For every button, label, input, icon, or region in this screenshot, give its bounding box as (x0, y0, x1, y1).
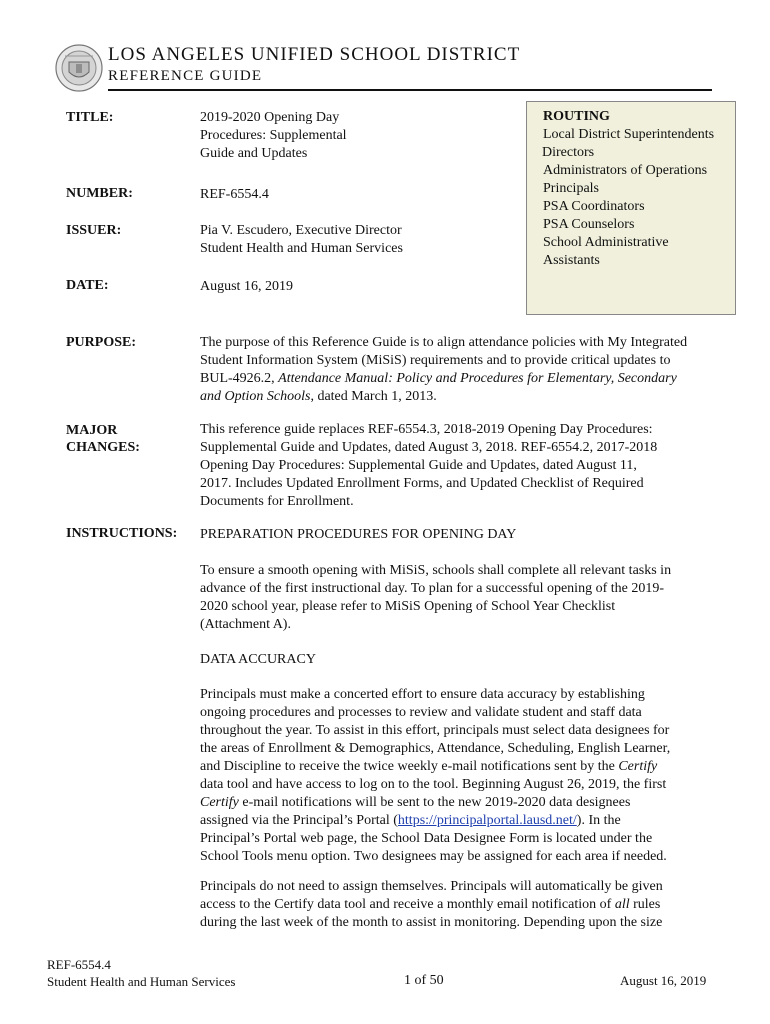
instructions-intro (200, 562, 720, 634)
footer-date: August 16, 2019 (620, 973, 707, 988)
routing-item: Directors (542, 145, 595, 160)
title-line: Guide and Updates (200, 146, 308, 161)
issuer-line: Pia V. Escudero, Executive Director (200, 223, 402, 238)
data-accuracy-heading: DATA ACCURACY (200, 652, 316, 667)
major-changes-label (66, 423, 140, 456)
footer-doc-number: REF-6554.4 (47, 957, 111, 972)
routing-item: PSA Coordinators (543, 199, 645, 214)
major-changes-line: Opening Day Procedures: Supplemental Guide and Updates, dated August 11, (200, 458, 637, 473)
routing-box (526, 101, 736, 315)
purpose-text (200, 334, 720, 406)
intro-line: 2020 school year, please refer to MiSiS Opening of School Year Checklist (200, 599, 616, 614)
routing-item: Principals (543, 181, 599, 196)
purpose-line-text: , dated March 1, 2013. (310, 389, 437, 404)
da-line (200, 812, 720, 830)
major-changes-line: 2017. Includes Updated Enrollment Forms, and Updated Checklist of Required (200, 476, 644, 491)
district-name: LOS ANGELES UNIFIED SCHOOL DISTRICT (108, 44, 521, 65)
routing-item: PSA Counselors (543, 217, 635, 232)
routing-heading: ROUTING (543, 109, 610, 124)
document-type: REFERENCE GUIDE (108, 68, 263, 84)
data-accuracy-text (200, 686, 720, 866)
da-line: School Tools menu option. Two designees may be assigned for each area if needed. (200, 849, 667, 864)
da-line: Principal’s Portal web page, the School Data Designee Form is located under the (200, 831, 653, 846)
issuer-line: Student Health and Human Services (200, 241, 403, 256)
purpose-line: The purpose of this Reference Guide is to align attendance policies with My Integrated (200, 335, 688, 350)
number-value: REF-6554.4 (200, 187, 269, 202)
instructions-heading: PREPARATION PROCEDURES FOR OPENING DAY (200, 527, 517, 542)
da-line: ongoing procedures and processes to review and validate student and staff data (200, 705, 642, 720)
number-label: NUMBER: (66, 186, 133, 201)
intro-line: To ensure a smooth opening with MiSiS, schools shall complete all relevant tasks in (200, 563, 672, 578)
routing-item: Administrators of Operations (543, 163, 708, 178)
date-value: August 16, 2019 (200, 279, 293, 294)
title-line: Procedures: Supplemental (200, 128, 347, 143)
routing-item: School Administrative (543, 235, 669, 250)
attendance-manual-title: Attendance Manual: Policy and Procedures for Elementary, Secondary (278, 371, 677, 386)
p3-line (200, 896, 720, 914)
da-line-text: and Discipline to receive the twice weekly e-mail notifications sent by the (200, 759, 619, 774)
purpose-line: Student Information System (MiSiS) requirements and to provide critical updates to (200, 353, 671, 368)
da-line: the areas of Enrollment & Demographics, Attendance, Scheduling, English Learner, (200, 741, 671, 756)
district-seal-icon (55, 44, 103, 92)
major-changes-line: Documents for Enrollment. (200, 494, 354, 509)
certify-term: Certify (200, 795, 239, 810)
header-divider (108, 89, 712, 91)
da-line-text: ). In the (576, 813, 621, 828)
da-line: throughout the year. To assist in this effort, principals must select data designees for (200, 723, 670, 738)
major-changes-label-line: CHANGES: (66, 440, 140, 455)
da-line-text: e-mail notifications will be sent to the new 2019-2020 data designees (238, 795, 631, 810)
da-line: Principals must make a concerted effort to ensure data accuracy by establishing (200, 687, 645, 702)
p3-line-text: access to the Certify data tool and receive a monthly email notification of (200, 897, 615, 912)
issuer-label: ISSUER: (66, 223, 122, 238)
routing-item: Local District Superintendents (543, 127, 715, 142)
da-line (200, 758, 720, 776)
attendance-manual-title-cont: and Option Schools (200, 389, 311, 404)
all-emphasis: all (614, 897, 630, 912)
page-number: 1 of 50 (404, 973, 444, 988)
major-changes-line: This reference guide replaces REF-6554.3, 2018-2019 Opening Day Procedures: (200, 422, 653, 437)
routing-item: Assistants (543, 253, 600, 268)
intro-line: advance of the first instructional day. To plan for a successful opening of the 2019- (200, 581, 664, 596)
title-label: TITLE: (66, 110, 114, 125)
da-line: data tool and have access to log on to the tool. Beginning August 26, 2019, the first (200, 777, 667, 792)
purpose-label: PURPOSE: (66, 335, 136, 350)
footer-office: Student Health and Human Services (47, 974, 236, 989)
certify-term: Certify (618, 759, 658, 774)
principals-paragraph (200, 878, 720, 932)
da-line-text: assigned via the Principal’s Portal ( (200, 813, 398, 828)
p3-line: during the last week of the month to assist in monitoring. Depending upon the size (200, 915, 663, 930)
p3-line-text: rules (629, 897, 661, 912)
p3-line: Principals do not need to assign themselves. Principals will automatically be given (200, 879, 663, 894)
date-label: DATE: (66, 278, 109, 293)
major-changes-label-line: MAJOR (66, 423, 118, 438)
intro-line: (Attachment A). (200, 617, 291, 632)
purpose-line (200, 388, 720, 406)
issuer-value (200, 222, 403, 258)
purpose-line-text: BUL-4926.2, (200, 371, 279, 386)
title-line: 2019-2020 Opening Day (200, 110, 340, 125)
instructions-label: INSTRUCTIONS: (66, 526, 178, 541)
title-value (200, 109, 347, 163)
major-changes-line: Supplemental Guide and Updates, dated August 3, 2018. REF-6554.2, 2017-2018 (200, 440, 658, 455)
purpose-line (200, 370, 720, 388)
da-line (200, 794, 720, 812)
major-changes-text (200, 421, 720, 511)
principal-portal-link[interactable]: https://principalportal.lausd.net/ (397, 813, 577, 828)
